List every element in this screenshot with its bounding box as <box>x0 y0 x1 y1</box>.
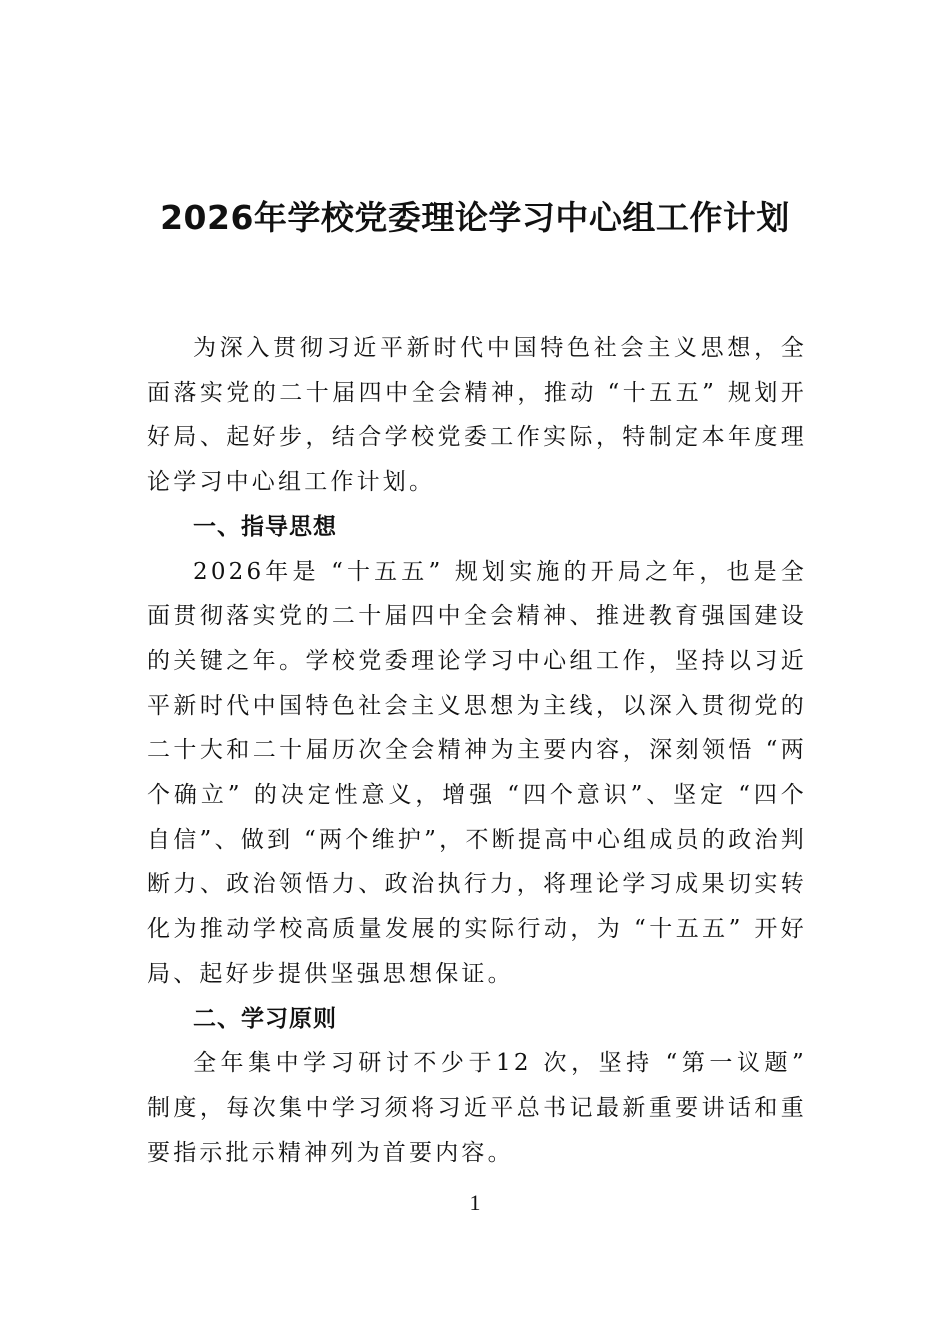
document-body <box>147 326 807 1175</box>
study-principles-paragraph: 全年集中学习研讨不少于12 次，坚持 “第一议题” 制度，每次集中学习须将习近平总书记最新重要讲话和重要指示批示精神列为首要内容。 <box>147 1050 807 1166</box>
document-title: 2026年学校党委理论学习中心组工作计划 <box>160 198 790 237</box>
section-heading-study-principles: 二、学习原则 <box>193 1005 337 1032</box>
page-number: 1 <box>469 1190 481 1215</box>
section-heading-guiding-thought: 一、指导思想 <box>193 513 337 540</box>
guiding-thought-paragraph: 2026年是 “十五五” 规划实施的开局之年，也是全面贯彻落实党的二十届四中全会精神、推进教育强国建设的关键之年。学校党委理论学习中心组工作，坚持以习近平新时代中国特色社会主义思想为主线，以深入贯彻党的二十大和二十届历次全会精神为主要内容，深刻领悟 “两个确立” 的决定性意义，增强 “四个意识”、坚定 “四个自信”、做到 “两个维护”，不断提高中心组成员的政治判断力、政治领悟力、政治执行力，将理论学习成果切实转化为推动学校高质量发展的实际行动，为 “十五五” 开好局、起好步提供坚强思想保证。 <box>147 558 807 987</box>
intro-paragraph: 为深入贯彻习近平新时代中国特色社会主义思想，全面落实党的二十届四中全会精神，推动 “十五五” 规划开好局、起好步，结合学校党委工作实际，特制定本年度理论学习中心组工作计划。 <box>147 335 807 496</box>
